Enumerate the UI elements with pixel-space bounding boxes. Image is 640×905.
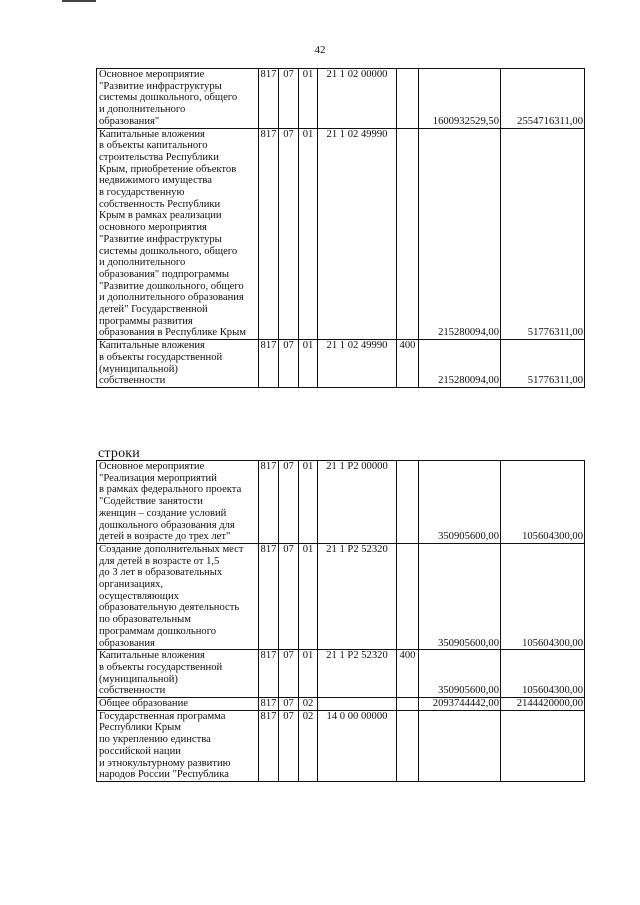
section-code: 07 (279, 710, 299, 781)
expense-type: 400 (397, 340, 419, 388)
target-article: 21 1 02 49990 (318, 340, 397, 388)
amount-1: 2093744442,00 (419, 698, 501, 711)
expense-type (397, 128, 419, 340)
amount-2: 2144420000,00 (501, 698, 585, 711)
table-row (97, 69, 585, 129)
amount-2 (501, 710, 585, 781)
amount-1: 350905600,00 (419, 543, 501, 649)
amount-1: 350905600,00 (419, 650, 501, 698)
row-name: Капитальные вложения в объекты государственной (муниципальной) собственности (97, 340, 259, 388)
section-code: 07 (279, 698, 299, 711)
table-row (97, 650, 585, 698)
target-article: 21 1 P2 00000 (318, 461, 397, 544)
expense-type (397, 461, 419, 544)
amount-1: 350905600,00 (419, 461, 501, 544)
section-heading: строки (98, 446, 140, 461)
amount-2: 105604300,00 (501, 461, 585, 544)
amount-2: 51776311,00 (501, 128, 585, 340)
subsection-code: 02 (299, 710, 318, 781)
target-article: 14 0 00 00000 (318, 710, 397, 781)
ministry-code: 817 (259, 710, 279, 781)
row-name: Государственная программа Республики Крым по укреплению единства российской нации и этнокультурному развитию народов России "Республика (97, 710, 259, 781)
ministry-code: 817 (259, 69, 279, 129)
row-name: Капитальные вложения в объекты капитального строительства Республики Крым, приобретение объектов недвижимого имущества в государственную собственность Республики Крым в рамках реализации основного мероприятия "Развитие инфраструктуры системы дошкольного, общего и дополнительного образования" подпрограммы "Развитие дошкольного, общего и дополнительного образования детей" Государственной программы развития образования в Республике Крым (97, 128, 259, 340)
budget-table-2 (96, 460, 585, 782)
row-name: Основное мероприятие "Реализация мероприятий в рамках федерального проекта "Содействие занятости женщин – создание условий дошкольного образования для детей в возрасте до трех лет" (97, 461, 259, 544)
section-code: 07 (279, 650, 299, 698)
scan-mark (62, 0, 96, 2)
page-number: 42 (314, 44, 326, 56)
subsection-code: 01 (299, 543, 318, 649)
target-article: 21 1 P2 52320 (318, 650, 397, 698)
target-article (318, 698, 397, 711)
amount-2: 105604300,00 (501, 650, 585, 698)
target-article: 21 1 02 00000 (318, 69, 397, 129)
table-row (97, 340, 585, 388)
amount-2: 2554716311,00 (501, 69, 585, 129)
subsection-code: 01 (299, 69, 318, 129)
amount-1 (419, 710, 501, 781)
subsection-code: 01 (299, 128, 318, 340)
row-name: Основное мероприятие "Развитие инфраструктуры системы дошкольного, общего и дополнительного образования" (97, 69, 259, 129)
amount-2: 51776311,00 (501, 340, 585, 388)
expense-type (397, 69, 419, 129)
ministry-code: 817 (259, 650, 279, 698)
ministry-code: 817 (259, 340, 279, 388)
section-code: 07 (279, 69, 299, 129)
subsection-code: 01 (299, 461, 318, 544)
table-row (97, 543, 585, 649)
table-row (97, 710, 585, 781)
table-row (97, 461, 585, 544)
subsection-code: 01 (299, 650, 318, 698)
ministry-code: 817 (259, 128, 279, 340)
amount-1: 215280094,00 (419, 128, 501, 340)
amount-1: 1600932529,50 (419, 69, 501, 129)
subsection-code: 01 (299, 340, 318, 388)
expense-type: 400 (397, 650, 419, 698)
section-code: 07 (279, 340, 299, 388)
section-code: 07 (279, 461, 299, 544)
row-name: Создание дополнительных мест для детей в возрасте от 1,5 до 3 лет в образовательных организациях, осуществляющих образовательную деятельность по образовательным программам дошкольного образования (97, 543, 259, 649)
target-article: 21 1 02 49990 (318, 128, 397, 340)
amount-2: 105604300,00 (501, 543, 585, 649)
row-name: Общее образование (97, 698, 259, 711)
budget-table-1 (96, 68, 585, 388)
table-row (97, 128, 585, 340)
ministry-code: 817 (259, 698, 279, 711)
ministry-code: 817 (259, 543, 279, 649)
section-code: 07 (279, 128, 299, 340)
target-article: 21 1 P2 52320 (318, 543, 397, 649)
expense-type (397, 698, 419, 711)
expense-type (397, 710, 419, 781)
row-name: Капитальные вложения в объекты государственной (муниципальной) собственности (97, 650, 259, 698)
section-code: 07 (279, 543, 299, 649)
amount-1: 215280094,00 (419, 340, 501, 388)
expense-type (397, 543, 419, 649)
table-row (97, 698, 585, 711)
subsection-code: 02 (299, 698, 318, 711)
ministry-code: 817 (259, 461, 279, 544)
